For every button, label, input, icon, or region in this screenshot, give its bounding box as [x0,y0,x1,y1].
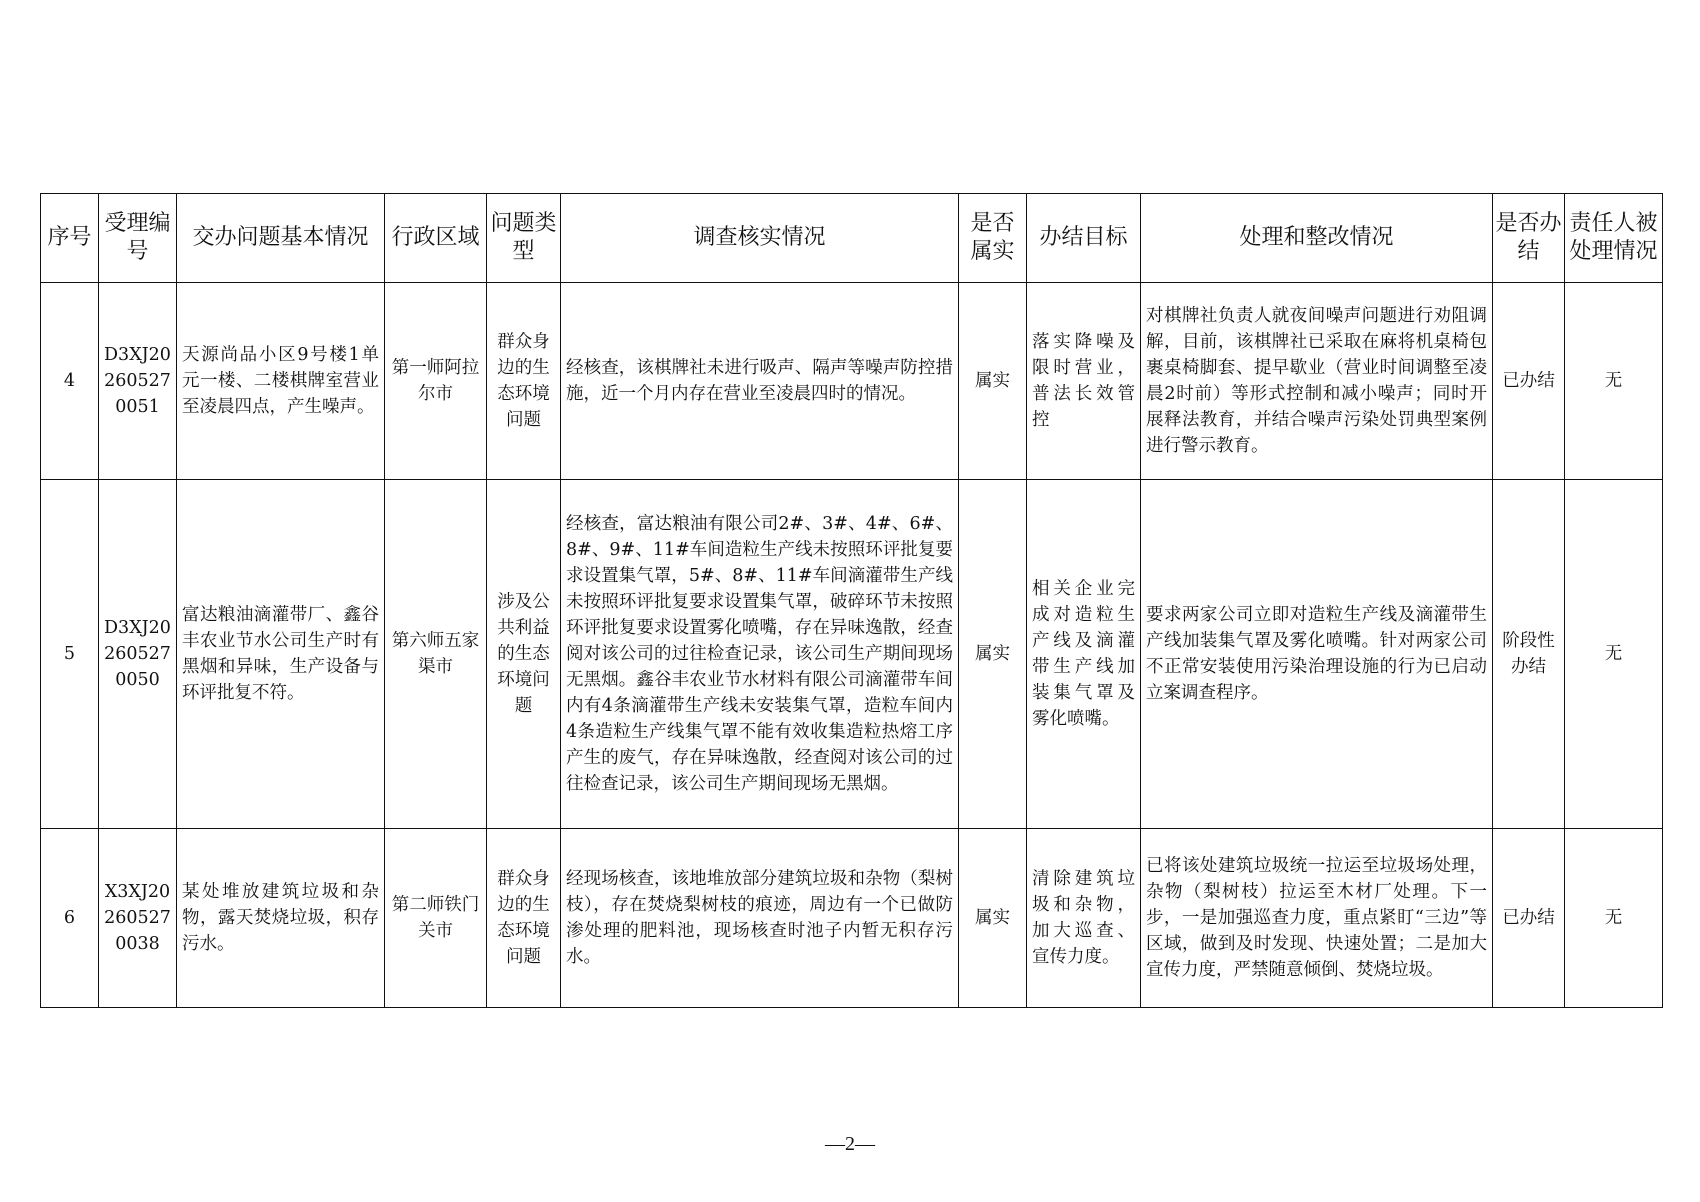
cell-code: X3XJ202605270038 [99,829,177,1008]
cell-seq: 5 [41,480,99,829]
cell-basic: 天源尚品小区9号楼1单元一楼、二楼棋牌室营业至凌晨四点，产生噪声。 [177,283,385,480]
header-basic: 交办问题基本情况 [177,194,385,283]
cell-verified: 属实 [959,283,1027,480]
cell-type: 群众身边的生态环境问题 [487,829,561,1008]
cell-goal: 相关企业完成对造粒生产线及滴灌带生产线加装集气罩及雾化喷嘴。 [1027,480,1141,829]
cell-punished: 无 [1565,829,1663,1008]
cell-punished: 无 [1565,480,1663,829]
cell-region: 第二师铁门关市 [385,829,487,1008]
cell-seq: 4 [41,283,99,480]
header-investigation: 调查核实情况 [561,194,959,283]
cell-investigation: 经核查，富达粮油有限公司2#、3#、4#、6#、8#、9#、11#车间造粒生产线未按照环评批复要求设置集气罩，5#、8#、11#车间滴灌带生产线未按照环评批复要求设置集气罩，破碎环节未按照环评批复要求设置雾化喷嘴，存在异味逸散，经查阅对该公司的过往检查记录，该公司生产期间现场无黑烟。鑫谷丰农业节水材料有限公司滴灌带车间内有4条滴灌带生产线未安装集气罩，造粒车间内4条造粒生产线集气罩不能有效收集造粒热熔工序产生的废气，存在异味逸散，经查阅对该公司的过往检查记录，该公司生产期间现场无黑烟。 [561,480,959,829]
cell-investigation: 经核查，该棋牌社未进行吸声、隔声等噪声防控措施，近一个月内存在营业至凌晨四时的情况。 [561,283,959,480]
table-row [41,829,1663,1008]
cell-type: 涉及公共利益的生态环境问题 [487,480,561,829]
cell-verified: 属实 [959,829,1027,1008]
cell-goal: 清除建筑垃圾和杂物，加大巡查、宣传力度。 [1027,829,1141,1008]
cell-punished: 无 [1565,283,1663,480]
cell-handling: 要求两家公司立即对造粒生产线及滴灌带生产线加装集气罩及雾化喷嘴。针对两家公司不正常安装使用污染治理设施的行为已启动立案调查程序。 [1141,480,1493,829]
page-number: —2— [825,1133,875,1155]
cell-basic: 某处堆放建筑垃圾和杂物，露天焚烧垃圾，积存污水。 [177,829,385,1008]
header-type: 问题类型 [487,194,561,283]
cell-verified: 属实 [959,480,1027,829]
table-row [41,283,1663,480]
header-verified: 是否属实 [959,194,1027,283]
cell-region: 第一师阿拉尔市 [385,283,487,480]
cell-basic: 富达粮油滴灌带厂、鑫谷丰农业节水公司生产时有黑烟和异味，生产设备与环评批复不符。 [177,480,385,829]
cell-closed: 阶段性办结 [1493,480,1565,829]
cell-seq: 6 [41,829,99,1008]
header-row [41,194,1663,283]
table-row [41,480,1663,829]
cell-closed: 已办结 [1493,829,1565,1008]
cell-goal: 落实降噪及限时营业，普法长效管控 [1027,283,1141,480]
header-region: 行政区域 [385,194,487,283]
cell-investigation: 经现场核查，该地堆放部分建筑垃圾和杂物（梨树枝），存在焚烧梨树枝的痕迹，周边有一个已做防渗处理的肥料池，现场核查时池子内暂无积存污水。 [561,829,959,1008]
header-punished: 责任人被处理情况 [1565,194,1663,283]
cell-type: 群众身边的生态环境问题 [487,283,561,480]
header-closed: 是否办结 [1493,194,1565,283]
cell-closed: 已办结 [1493,283,1565,480]
cell-code: D3XJ202605270051 [99,283,177,480]
cell-code: D3XJ202605270050 [99,480,177,829]
cell-handling: 已将该处建筑垃圾统一拉运至垃圾场处理，杂物（梨树枝）拉运至木材厂处理。下一步，一是加强巡查力度，重点紧盯“三边”等区域，做到及时发现、快速处置；二是加大宣传力度，严禁随意倾倒、焚烧垃圾。 [1141,829,1493,1008]
header-goal: 办结目标 [1027,194,1141,283]
cell-handling: 对棋牌社负责人就夜间噪声问题进行劝阻调解，目前，该棋牌社已采取在麻将机桌椅包裹桌椅脚套、提早歇业（营业时间调整至凌晨2时前）等形式控制和减小噪声；同时开展释法教育，并结合噪声污染处罚典型案例进行警示教育。 [1141,283,1493,480]
header-code: 受理编号 [99,194,177,283]
header-handling: 处理和整改情况 [1141,194,1493,283]
case-table [40,193,1663,1008]
cell-region: 第六师五家渠市 [385,480,487,829]
header-seq: 序号 [41,194,99,283]
